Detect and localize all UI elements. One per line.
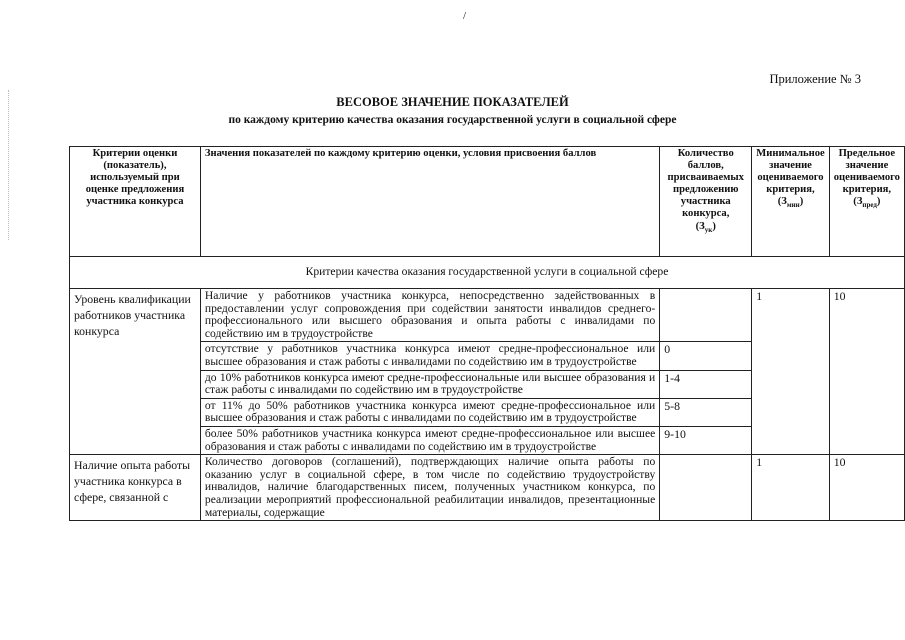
category-cell: Критерии качества оказания государственной услуги в социальной сфере <box>70 257 905 289</box>
header-min: Минимальное значение оцениваемого критерия, $(З_{мин})$ <box>752 147 830 257</box>
table-row <box>70 455 905 521</box>
criterion-qualification: Уровень квалификации работников участника конкурса <box>70 289 201 455</box>
max-value: 10 <box>829 289 904 455</box>
header-row <box>70 147 905 257</box>
row-description: до 10% работников конкурса имеют средне-профессиональные или высшее образования и стаж работы с инвалидами по содействию им в трудоустройстве <box>200 370 659 398</box>
row-description: отсутствие у работников участника конкурса имеют средне-профессиональное или высшее образования и стаж работы с инвалидами по содействию им в трудоустройстве <box>200 342 659 370</box>
page-subtitle: по каждому критерию качества оказания государственной услуги в социальной сфере <box>228 114 677 126</box>
category-row <box>70 257 905 289</box>
row-description: от 11% до 50% работников участника конкурса имеют средне-профессиональное или высшее образования и стаж работы с инвалидами по содействию им в трудоустройстве <box>200 398 659 426</box>
row-score <box>660 289 752 342</box>
header-criteria: Критерии оценки (показатель), используемый при оценке предложения участника конкурса <box>70 147 201 257</box>
row-score: 1-4 <box>660 370 752 398</box>
page-mark: / <box>463 10 467 22</box>
row-description: более 50% работников участника конкурса имеют средне-профессиональное или высшее образования и стаж работы с инвалидами по содействию им в трудоустройстве <box>200 426 659 454</box>
min-value: 1 <box>752 455 830 521</box>
criteria-table <box>69 146 905 521</box>
header-points: Количество баллов, присваиваемых предложению участника конкурса, $(З_{ук})$ <box>660 147 752 257</box>
row-score: 0 <box>660 342 752 370</box>
appendix-label: Приложение № 3 <box>769 72 861 86</box>
max-value: 10 <box>829 455 904 521</box>
min-value: 1 <box>752 289 830 455</box>
header-max: Предельное значение оцениваемого критерия, $(З_{пред})$ <box>829 147 904 257</box>
margin-dots <box>8 90 10 240</box>
table-row <box>70 289 905 342</box>
criterion-experience: Наличие опыта работы участника конкурса в сфере, связанной с <box>70 455 201 521</box>
page-title: ВЕСОВОЕ ЗНАЧЕНИЕ ПОКАЗАТЕЛЕЙ <box>336 95 569 109</box>
row-score <box>660 455 752 521</box>
row-score: 9-10 <box>660 426 752 454</box>
header-values: Значения показателей по каждому критерию оценки, условия присвоения баллов <box>200 147 659 257</box>
row-description: Количество договоров (соглашений), подтверждающих наличие опыта работы по оказанию услуг в социальной сфере, в том числе по содействию трудоустройству инвалидов, наличие благодарственных писем, полученных участником конкурса, по реализации мероприятий профессиональной реабилитации инвалидов, презентационные материалы, содержащие <box>200 455 659 521</box>
row-description: Наличие у работников участника конкурса, непосредственно задействованных в предоставлении услуг сопровождения при содействии занятости инвалидов среднего-профессионального или высшего образования и опыта работы с инвалидами по содействию им в трудоустройстве <box>200 289 659 342</box>
row-score: 5-8 <box>660 398 752 426</box>
